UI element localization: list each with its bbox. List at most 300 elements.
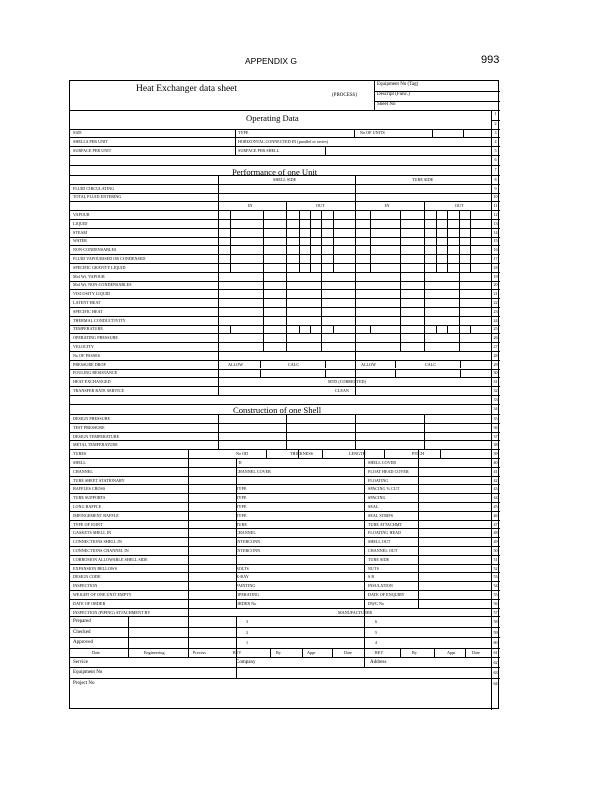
row-number: 52 <box>493 565 498 571</box>
row-number: 22 <box>493 300 498 305</box>
grid-line <box>400 272 401 351</box>
signoff-column: Date <box>92 649 100 655</box>
signoff-column: Date <box>344 649 352 655</box>
grid-line <box>70 369 500 370</box>
row-number: 32 <box>493 388 498 393</box>
appendix-label: APPENDIX G <box>245 56 297 66</box>
project-no-footer: Project No <box>73 680 95 686</box>
grid-line <box>230 325 231 334</box>
field-label: THICKNESS <box>290 451 313 457</box>
field-label: DESIGN CODE <box>73 574 101 580</box>
grid-line <box>370 210 371 272</box>
row-number: 54 <box>493 583 498 589</box>
row-number: 15 <box>493 238 498 244</box>
row-number: 47 <box>493 521 498 527</box>
row-number: 42 <box>493 477 498 483</box>
grid-line <box>460 360 461 369</box>
field-label: No OF UNITS <box>360 130 385 136</box>
field-label: INSULATION <box>368 583 393 589</box>
grid-line <box>70 129 500 130</box>
field-label: BOLTS <box>236 565 249 571</box>
grid-line <box>436 325 437 334</box>
rev-number: 2 <box>246 629 249 635</box>
grid-line <box>70 572 500 573</box>
signoff-column: Appr <box>307 649 316 655</box>
grid-line <box>459 272 460 351</box>
field-label: CHANNEL <box>73 468 93 474</box>
field-label: LIQUID <box>73 220 88 226</box>
grid-line <box>447 210 448 272</box>
rev-number: 4 <box>375 640 378 646</box>
grid-line <box>218 360 219 395</box>
signoff-column: By <box>412 649 417 655</box>
grid-line <box>70 484 500 485</box>
field-label: PAINTING <box>236 583 256 589</box>
field-label: METAL TEMPERATURE <box>73 442 118 448</box>
row-number: 30 <box>493 370 498 376</box>
grid-line <box>218 414 219 450</box>
grid-line <box>465 648 466 657</box>
row-number: 44 <box>493 495 498 501</box>
row-number: 58 <box>493 619 498 625</box>
grid-line <box>400 210 401 272</box>
grid-line <box>70 678 500 679</box>
row-number: 8 <box>494 176 497 182</box>
rev-number: 6 <box>375 619 378 625</box>
grid-line <box>70 193 500 194</box>
grid-line <box>333 210 334 272</box>
field-label: INSPECTION <box>73 583 98 589</box>
field-label: TUBE SUPPORTS <box>73 495 106 501</box>
grid-line <box>70 599 500 600</box>
signoff-column: Process <box>193 649 206 655</box>
heat-exchanger-data-sheet <box>69 80 499 709</box>
grid-line <box>364 449 365 616</box>
field-label: SHELL SIDE <box>273 176 297 182</box>
row-number: 49 <box>493 539 498 545</box>
grid-line <box>364 616 365 648</box>
row-number: 26 <box>493 335 498 341</box>
grid-line <box>354 129 355 138</box>
grid-line <box>286 201 287 351</box>
row-number: 56 <box>493 600 498 606</box>
field-label: FLOAT HEAD COVER <box>368 468 409 474</box>
row-number: 14 <box>493 229 498 235</box>
grid-line <box>70 637 500 638</box>
grid-line <box>70 458 500 459</box>
row-number: 41 <box>493 468 498 474</box>
field-label: LENGTH <box>349 451 366 457</box>
row-number: 1 <box>494 111 497 116</box>
grid-line <box>395 360 396 369</box>
field-label: SPACING % CUT <box>368 486 400 492</box>
row-number: 21 <box>493 291 498 297</box>
row-number: 36 <box>493 424 498 430</box>
row-number: 10 <box>493 194 498 200</box>
row-number: 17 <box>493 256 498 261</box>
grid-line <box>70 590 500 591</box>
row-number: 57 <box>493 609 498 615</box>
field-label: TYPE <box>236 503 247 509</box>
row-number: 20 <box>493 282 498 288</box>
field-label: TUBE SIDE <box>412 176 434 182</box>
grid-line <box>70 657 500 658</box>
field-label: SPECIFIC HEAT <box>73 308 103 314</box>
grid-line <box>70 493 500 494</box>
field-label: FOULING RESISTANCE <box>73 370 118 376</box>
signoff-label: Checked <box>73 629 91 635</box>
grid-line <box>266 449 267 458</box>
grid-line <box>70 667 500 668</box>
field-label: WATER <box>73 238 87 244</box>
field-label: SURFACE PER UNIT <box>73 148 112 153</box>
grid-line <box>325 360 326 369</box>
grid-line <box>384 449 385 458</box>
grid-line <box>70 146 500 147</box>
field-label: CHANNEL COVER <box>236 468 271 474</box>
row-number: 24 <box>493 317 498 323</box>
field-label: TYPE <box>238 130 249 136</box>
grid-line <box>70 546 500 547</box>
row-number: 29 <box>493 361 498 367</box>
grid-line <box>70 395 500 396</box>
row-number: 25 <box>493 326 498 332</box>
field-label: TYPE <box>236 486 247 492</box>
equipment-no-label: Equipment No (Tag) <box>377 82 419 87</box>
row-number: 27 <box>493 344 498 349</box>
field-label: IN <box>248 203 253 209</box>
grid-line <box>70 627 500 628</box>
field-label: CONNECTIONS SHELL IN <box>73 539 122 545</box>
grid-line <box>70 564 500 565</box>
row-number: 63 <box>493 670 498 676</box>
equipment-no-footer: Equipment No <box>73 670 103 676</box>
signoff-column: By <box>276 649 281 655</box>
row-number: 61 <box>493 649 498 655</box>
grid-line <box>236 458 237 608</box>
field-label: IN <box>385 203 390 209</box>
field-label: X-RAY <box>236 574 249 580</box>
grid-line <box>128 616 129 648</box>
grid-line <box>70 616 500 617</box>
field-label: DATE OF ORDER <box>73 600 106 606</box>
field-label: HORIZONTAL CONNECTED IN (parallel or series) <box>238 139 329 145</box>
grid-line <box>332 648 333 657</box>
grid-line <box>70 520 500 521</box>
grid-line <box>70 608 500 609</box>
grid-line <box>230 210 231 272</box>
field-label: TUBES <box>73 451 87 457</box>
grid-line <box>188 648 189 657</box>
grid-line <box>70 201 500 202</box>
field-label: SIZE <box>73 130 82 136</box>
row-number: 46 <box>493 512 498 518</box>
row-number: 18 <box>493 264 498 270</box>
field-label: CLEAN <box>335 388 349 393</box>
row-number: 28 <box>493 352 498 358</box>
signoff-column: REV <box>233 649 242 655</box>
row-number: 12 <box>493 212 498 217</box>
field-label: CONNECTIONS CHANNEL IN <box>73 547 129 553</box>
field-label: WEIGHT OF ONE UNIT EMPTY <box>73 591 132 597</box>
signoff-label: Prepared <box>73 619 91 625</box>
grid-line <box>395 369 396 378</box>
grid-line <box>70 432 500 433</box>
field-label: Mol Wt. VAPOUR <box>73 273 105 279</box>
field-label: FLUID CIRCULATING <box>73 185 115 191</box>
grid-line <box>424 414 425 450</box>
field-label: ORDER No <box>236 600 257 606</box>
row-number: 33 <box>493 397 498 403</box>
grid-line <box>236 648 237 657</box>
field-label: TYPE OF JOINT <box>73 521 103 527</box>
field-label: TRANSFER RATE SERVICE <box>73 388 124 393</box>
grid-line <box>460 369 461 378</box>
service-label: Service <box>73 659 88 665</box>
grid-line <box>70 449 500 450</box>
grid-line <box>364 657 365 668</box>
row-number: 4 <box>494 139 497 145</box>
row-number: 55 <box>493 591 498 597</box>
field-label: INSPECTION (PIPING) ATTACHMENT BY <box>73 609 151 615</box>
field-label: TUBE SIDE <box>368 556 390 562</box>
field-label: TUBE SHEET STATIONARY <box>73 477 125 483</box>
grid-line <box>70 155 500 156</box>
field-label: BAFFLES CROSS <box>73 486 106 492</box>
field-label: IMPINGEMENT BAFFLE <box>73 512 119 518</box>
field-label: SHELL OUT <box>368 539 391 545</box>
field-label: SURFACE PER SHELL <box>238 148 280 153</box>
field-label: TYPE <box>236 512 247 518</box>
row-number: 39 <box>493 451 498 457</box>
grid-line <box>70 298 500 299</box>
row-number: 43 <box>493 486 498 492</box>
row-number: 34 <box>493 406 498 412</box>
field-label: TUBE ATTACHMT <box>368 521 403 527</box>
row-number: 60 <box>493 640 498 646</box>
rev-number: 3 <box>246 619 249 625</box>
grid-line <box>400 648 401 657</box>
field-label: OPERATING <box>236 591 260 597</box>
grid-line <box>440 449 441 458</box>
row-number: 40 <box>493 459 498 465</box>
row-number: 7 <box>494 167 497 173</box>
field-label: DATE OF ENQUIRY <box>368 591 405 597</box>
sheet-no-label: Sheet No <box>377 102 396 107</box>
grid-line <box>70 110 500 111</box>
grid-line <box>263 272 264 351</box>
grid-line <box>364 648 365 657</box>
row-number: 59 <box>493 629 498 635</box>
field-label: CALC <box>288 361 300 367</box>
grid-line <box>70 502 500 503</box>
field-label: OUT <box>316 203 325 209</box>
field-label: VAPOUR <box>73 212 90 217</box>
row-number: 19 <box>493 273 498 279</box>
grid-line <box>470 210 471 272</box>
field-label: INTERCONN <box>236 547 261 553</box>
company-label: Company <box>236 659 256 665</box>
grid-line <box>70 360 500 361</box>
field-label: LATENT HEAT <box>73 300 101 305</box>
grid-line <box>70 467 500 468</box>
section-performance: Performance of one Unit <box>232 167 318 178</box>
field-label: CALC <box>425 361 437 367</box>
grid-line <box>299 210 300 272</box>
grid-line <box>321 210 322 272</box>
grid-line <box>70 342 500 343</box>
grid-line <box>432 129 433 138</box>
field-label: SHELL <box>73 459 86 465</box>
row-number: 35 <box>493 415 498 421</box>
row-number: 2 <box>494 120 497 126</box>
grid-line <box>235 129 236 155</box>
grid-line <box>470 325 471 334</box>
grid-line <box>70 272 500 273</box>
grid-line <box>70 386 500 387</box>
grid-line <box>374 81 375 110</box>
process-label: (PROCESS) <box>332 93 358 98</box>
field-label: DESIGN PRESSURE <box>73 415 111 421</box>
grid-line <box>70 581 500 582</box>
field-label: Mol Wt. NON-CONDENSABLES <box>73 282 132 288</box>
row-number: 53 <box>493 574 498 580</box>
grid-line <box>333 325 334 334</box>
field-label: I D <box>236 459 242 465</box>
field-label: STEAM <box>73 229 88 235</box>
row-number: 6 <box>494 157 497 163</box>
field-label: MANUFACTURER <box>338 609 373 615</box>
row-number: 48 <box>493 530 498 536</box>
row-number: 11 <box>493 203 498 209</box>
field-label: FLUID VAPOURISED OR CONDENSED <box>73 256 146 261</box>
section-construction: Construction of one Shell <box>233 405 322 416</box>
grid-line <box>70 537 500 538</box>
field-label: TUBE <box>236 521 247 527</box>
row-number: 50 <box>493 547 498 553</box>
field-label: SEAL <box>368 503 379 509</box>
grid-line <box>70 555 500 556</box>
field-label: CHANNEL <box>236 530 256 536</box>
grid-line <box>128 648 129 657</box>
page-number: 993 <box>481 54 500 66</box>
grid-line <box>302 648 303 657</box>
grid-line <box>70 511 500 512</box>
field-label: TEMPERATURE <box>73 326 103 332</box>
field-label: DWG No <box>368 600 385 606</box>
sheet-title: Heat Exchanger data sheet <box>136 84 238 94</box>
grid-line <box>70 351 500 352</box>
row-number: 37 <box>493 433 498 439</box>
field-label: GASKETS SHELL IN <box>73 530 112 536</box>
grid-line <box>322 449 323 458</box>
field-label: LONG BAFFLE <box>73 503 102 509</box>
grid-line <box>310 210 311 272</box>
field-label: OPERATING PRESSURE <box>73 335 118 341</box>
grid-line <box>70 316 500 317</box>
grid-line <box>370 325 371 334</box>
field-label: EXPANSION BELLOWS <box>73 565 118 571</box>
grid-line <box>70 281 500 282</box>
signoff-column: Date <box>472 649 480 655</box>
grid-line <box>70 333 500 334</box>
field-label: FLOATING <box>368 477 389 483</box>
grid-line <box>70 423 500 424</box>
field-label: NON-CONDENSABLES <box>73 247 117 253</box>
row-number: 3 <box>494 130 497 136</box>
grid-line <box>310 325 311 334</box>
row-number: 16 <box>493 247 498 253</box>
field-label: INTERCONN <box>236 539 261 545</box>
grid-line <box>436 210 437 272</box>
field-label: PITCH <box>412 451 425 457</box>
signoff-column: REV <box>375 649 384 655</box>
field-label: S R <box>368 574 375 580</box>
grid-line <box>70 165 500 166</box>
row-number: 51 <box>493 556 498 562</box>
grid-line <box>70 289 500 290</box>
row-number: 5 <box>494 148 497 153</box>
grid-line <box>447 325 448 334</box>
grid-line <box>188 449 189 616</box>
grid-line <box>434 648 435 657</box>
grid-line <box>286 414 287 450</box>
row-number: 23 <box>493 308 498 314</box>
grid-line <box>70 440 500 441</box>
grid-line <box>424 201 425 351</box>
field-label: No OD <box>236 451 249 457</box>
grid-line <box>70 648 500 649</box>
grid-line <box>355 414 356 450</box>
field-label: No OF PASSES <box>73 352 101 358</box>
row-number: 31 <box>493 379 498 385</box>
field-label: SEAL STRIPS <box>368 512 394 518</box>
row-number: 62 <box>493 659 498 665</box>
row-number: 38 <box>493 442 498 448</box>
field-label: OUT <box>455 203 464 209</box>
grid-line <box>70 528 500 529</box>
field-label: VELOCITY <box>73 344 94 349</box>
signoff-column: Engineering <box>144 649 165 655</box>
field-label: ALLOW <box>361 361 377 367</box>
field-label: ALLOW <box>228 361 244 367</box>
field-label: SPECIFIC GRAVITY LIQUID <box>73 264 126 270</box>
field-label: PRESSURE DROP <box>73 361 106 367</box>
grid-line <box>418 449 419 607</box>
field-label: SHELLS PER UNIT <box>73 139 109 145</box>
signoff-label: Approved <box>73 640 93 646</box>
grid-line <box>459 210 460 272</box>
grid-line <box>70 184 500 185</box>
field-label: NUTS <box>368 565 379 571</box>
field-label: TOTAL FLUID ENTERING <box>73 194 122 200</box>
grid-line <box>463 129 464 138</box>
row-number: 9 <box>494 185 497 191</box>
grid-line <box>260 360 261 369</box>
grid-line <box>263 210 264 272</box>
grid-line <box>270 648 271 657</box>
grid-line <box>188 616 189 648</box>
grid-line <box>325 369 326 378</box>
signoff-column: Appr <box>447 649 456 655</box>
field-label: VISCOSITY LIQUID <box>73 291 111 297</box>
field-label: TYPE <box>236 495 247 501</box>
grid-line <box>321 272 322 351</box>
grid-line <box>260 369 261 378</box>
grid-line <box>299 325 300 334</box>
section-operating-data: Operating Data <box>246 113 299 123</box>
rev-number: 5 <box>375 629 378 635</box>
